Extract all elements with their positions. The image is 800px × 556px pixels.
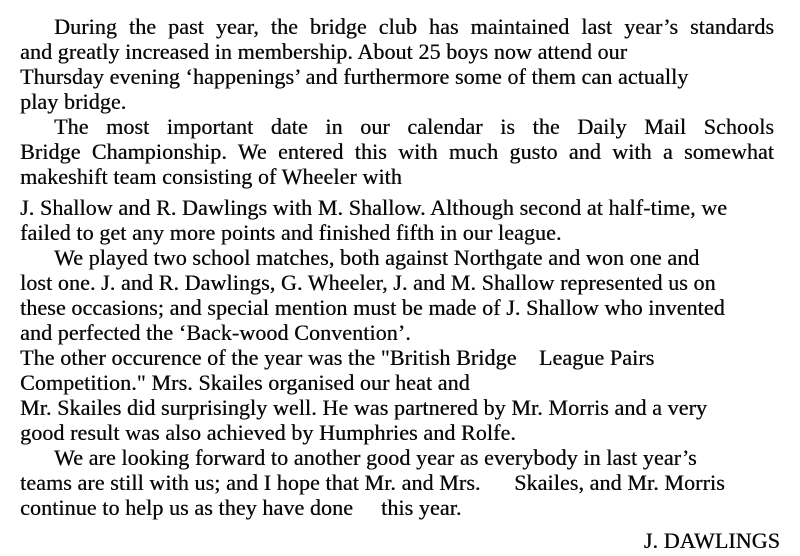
text-line: failed to get any more points and finished fifth in our league. <box>20 220 562 245</box>
text-line: During the past year, the bridge club has maintained last year’s standards <box>54 14 774 39</box>
text-line: and greatly increased in membership. About 25 boys now attend our <box>20 39 628 64</box>
text-line: teams are still with us; and I hope that Mr. and Mrs. Skailes, and Mr. Morris <box>20 470 725 495</box>
text-line: The other occurence of the year was the "British Bridge League Pairs <box>20 345 655 370</box>
text-line: J. Shallow and R. Dawlings with M. Shallow. Although second at half-time, we <box>20 195 728 220</box>
text-line: Thursday evening ‘happenings’ and furthermore some of them can actually <box>20 64 689 89</box>
text-line: Competition." Mrs. Skailes organised our heat and <box>20 370 470 395</box>
text-line: We played two school matches, both against Northgate and won one and <box>54 245 700 270</box>
text-line: play bridge. <box>20 89 127 114</box>
text-line: Bridge Championship. We entered this with much gusto and with a somewhat <box>20 139 774 164</box>
text-line: The most important date in our calendar is the Daily Mail Schools <box>54 114 774 139</box>
signature: J. DAWLINGS <box>643 528 780 553</box>
text-line: and perfected the ‘Back-wood Convention’. <box>20 320 411 345</box>
text-line: good result was also achieved by Humphries and Rolfe. <box>20 420 516 445</box>
text-line: lost one. J. and R. Dawlings, G. Wheeler, J. and M. Shallow represented us on <box>20 270 716 295</box>
text-line: continue to help us as they have done this year. <box>20 495 462 520</box>
text-line: Mr. Skailes did surprisingly well. He was partnered by Mr. Morris and a very <box>20 395 708 420</box>
text-line: makeshift team consisting of Wheeler with <box>20 164 402 189</box>
text-line: We are looking forward to another good year as everybody in last year’s <box>54 445 697 470</box>
text-line: these occasions; and special mention must be made of J. Shallow who invented <box>20 295 725 320</box>
